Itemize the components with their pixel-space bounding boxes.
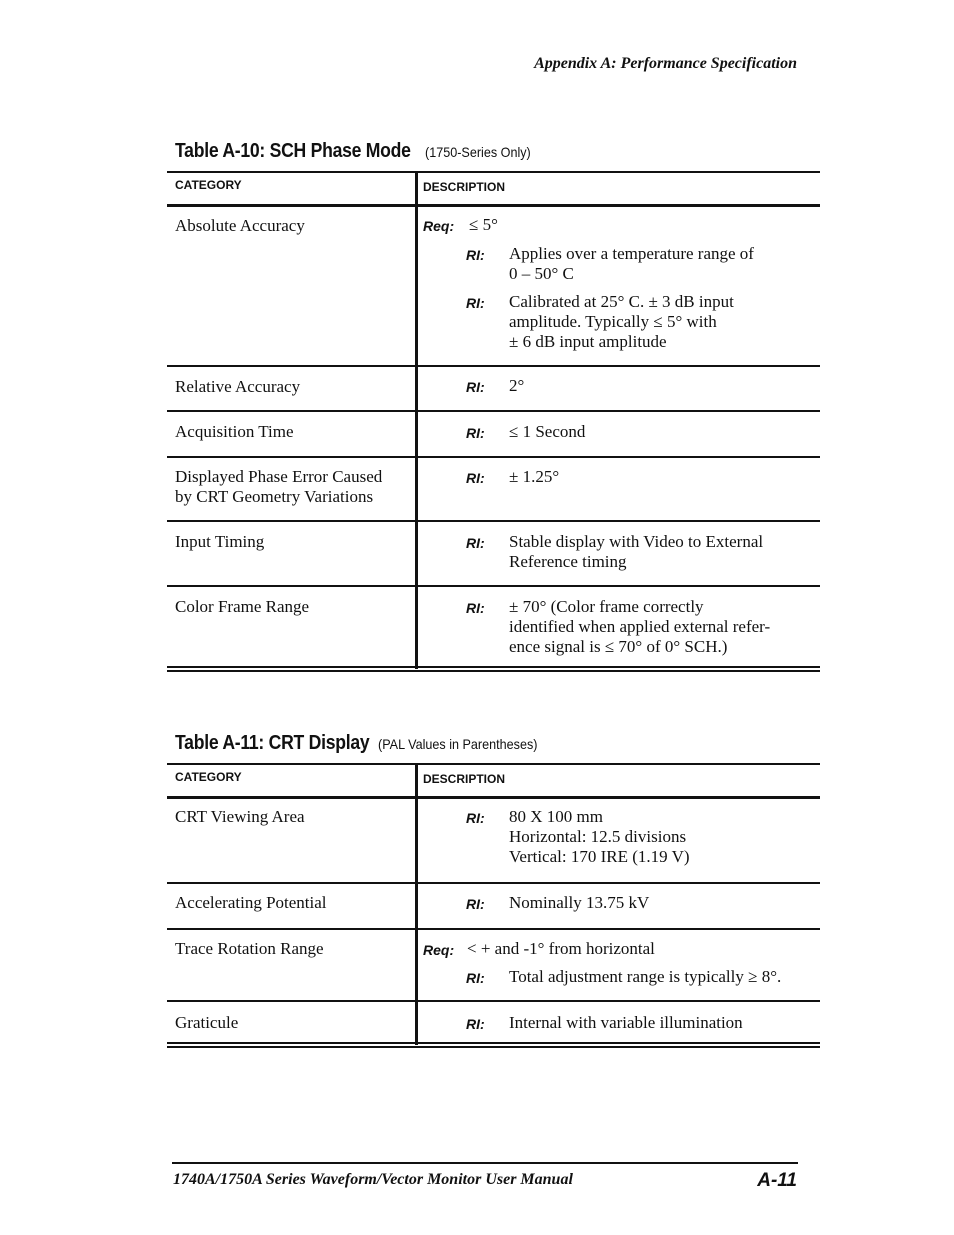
ri-label: RI: xyxy=(466,810,485,826)
ri-text-line: ± 6 dB input amplitude xyxy=(509,332,667,351)
page-number: A-11 xyxy=(757,1170,797,1191)
ri-label: RI: xyxy=(466,247,485,263)
category-cell: Absolute Accuracy xyxy=(175,216,305,235)
row-divider xyxy=(167,882,820,884)
category-cell: Trace Rotation Range xyxy=(175,939,324,958)
category-cell: Graticule xyxy=(175,1013,239,1032)
ri-text-line: Horizontal: 12.5 divisions xyxy=(509,827,687,846)
ri-text-line: Internal with variable illumination xyxy=(509,1013,743,1032)
ri-text-line: ± 70° (Color frame correctly xyxy=(509,597,704,616)
ri-text-line: ence signal is ≤ 70° of 0° SCH.) xyxy=(509,637,728,656)
ri-label: RI: xyxy=(466,470,485,486)
ri-label: RI: xyxy=(466,425,485,441)
ri-text-line: Calibrated at 25° C. ± 3 dB input xyxy=(509,292,734,311)
ri-text-line: 80 X 100 mm xyxy=(509,807,603,826)
category-cell: CRT Viewing Area xyxy=(175,807,305,826)
ri-label: RI: xyxy=(466,535,485,551)
divider xyxy=(167,204,820,207)
ri-text-line: Applies over a temperature range of xyxy=(509,244,754,263)
category-cell: Acquisition Time xyxy=(175,422,294,441)
table-a11-subtitle: (PAL Values in Parentheses) xyxy=(377,736,538,752)
ri-text-line: Total adjustment range is typically ≥ 8°. xyxy=(509,967,782,986)
ri-text-line: identified when applied external refer- xyxy=(509,617,771,636)
category-cell: by CRT Geometry Variations xyxy=(175,487,374,506)
ri-label: RI: xyxy=(466,1016,485,1032)
ri-label: RI: xyxy=(466,379,485,395)
ri-text-line: ± 1.25° xyxy=(509,467,560,486)
table-a11-title xyxy=(175,732,555,755)
row-divider xyxy=(167,410,820,412)
table-a10-title xyxy=(175,140,542,163)
ri-text-line: Nominally 13.75 kV xyxy=(509,893,650,912)
divider xyxy=(167,763,820,765)
divider xyxy=(167,171,820,173)
row-divider xyxy=(167,365,820,367)
column-divider xyxy=(415,763,418,1045)
ri-text-line: amplitude. Typically ≤ 5° with xyxy=(509,312,717,331)
category-cell: Color Frame Range xyxy=(175,597,310,616)
table-a10-title-main: Table A-10: SCH Phase Mode xyxy=(175,140,411,162)
category-cell: Displayed Phase Error Caused xyxy=(175,467,383,486)
running-header: Appendix A: Performance Specification xyxy=(534,55,797,72)
req-label: Req: xyxy=(423,218,455,234)
ri-text-line: Stable display with Video to External xyxy=(509,532,764,551)
ri-label: RI: xyxy=(466,970,485,986)
row-divider xyxy=(167,520,820,522)
row-divider xyxy=(167,585,820,587)
table-end-rule xyxy=(167,1046,820,1048)
footer-rule xyxy=(172,1162,798,1164)
table-end-rule xyxy=(167,666,820,668)
ri-label: RI: xyxy=(466,896,485,912)
req-label: Req: xyxy=(423,942,455,958)
table-end-rule xyxy=(167,670,820,672)
ri-text-line: Reference timing xyxy=(509,552,627,571)
row-divider xyxy=(167,456,820,458)
ri-text-line: 2° xyxy=(509,376,525,395)
column-divider xyxy=(415,171,418,669)
ri-label: RI: xyxy=(466,600,485,616)
category-cell: Accelerating Potential xyxy=(175,893,327,912)
divider xyxy=(167,796,820,799)
col-header-category: CATEGORY xyxy=(175,178,242,192)
col-header-description: DESCRIPTION xyxy=(423,180,506,194)
table-a11-title-main: Table A-11: CRT Display xyxy=(175,732,370,754)
category-cell: Input Timing xyxy=(175,532,265,551)
footer-manual-title: 1740A/1750A Series Waveform/Vector Monitor User Manual xyxy=(173,1171,573,1188)
req-text: ≤ 5° xyxy=(469,215,498,234)
ri-text-line: 0 – 50° C xyxy=(509,264,574,283)
col-header-category: CATEGORY xyxy=(175,770,242,784)
ri-label: RI: xyxy=(466,295,485,311)
table-end-rule xyxy=(167,1042,820,1044)
ri-text-line: Vertical: 170 IRE (1.19 V) xyxy=(509,847,690,866)
category-cell: Relative Accuracy xyxy=(175,377,301,396)
table-a10 xyxy=(167,140,820,675)
table-a10-subtitle: (1750-Series Only) xyxy=(424,144,531,160)
row-divider xyxy=(167,928,820,930)
table-a11 xyxy=(167,732,820,1052)
req-text: < + and -1° from horizontal xyxy=(467,939,655,958)
col-header-description: DESCRIPTION xyxy=(423,772,506,786)
row-divider xyxy=(167,1000,820,1002)
ri-text-line: ≤ 1 Second xyxy=(509,422,586,441)
